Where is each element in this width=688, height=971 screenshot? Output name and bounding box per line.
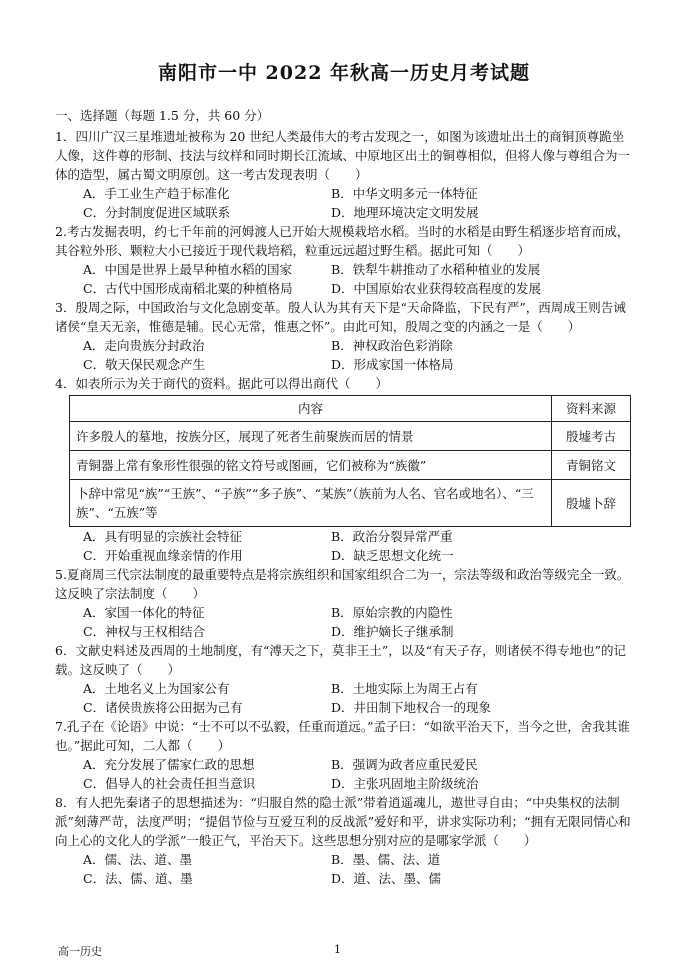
table-row: [70, 451, 631, 480]
option-a[interactable]: A．手工业生产趋于标准化: [83, 186, 230, 201]
source-table-wrap: [69, 395, 631, 527]
option-c[interactable]: C．神权与王权相结合: [83, 624, 206, 639]
question-stem: 8．有人把先秦诸子的思想描述为：“归服自然的隐士派”带着逍遥魂儿，遨世寻自由；“中央集权的法制派”刻薄严苛，法度严明；“提倡节俭与互爱互利的反战派”爱好和平，讲求实际功利；“拥有无限同情心和向上心的文化人的学派”一般正气，平治天下。这些思想分别对应的是哪家学派（ ）: [55, 795, 631, 848]
option-d[interactable]: D．中国原始农业获得较高程度的发展: [331, 281, 542, 296]
table-cell-content: 许多殷人的墓地，按族分区，展现了死者生前聚族而居的情景: [70, 422, 552, 451]
question-stem: 3．殷周之际，中国政治与文化急剧变革。殷人认为其有天下是“天命降监，下民有严”，西周成王则告诫诸侯“皇天无亲，惟德是辅。民心无常，惟惠之怀”。由此可知，殷周之变的内涵之一是（ ）: [55, 300, 626, 334]
option-c[interactable]: C．开始重视血缘亲情的作用: [83, 548, 243, 563]
option-d[interactable]: D．形成家国一体格局: [331, 357, 454, 372]
option-c[interactable]: C．敬天保民观念产生: [83, 357, 206, 372]
options: [55, 184, 635, 222]
option-a[interactable]: A．儒、法、道、墨: [83, 852, 193, 867]
question-stem: 2.考古发掘表明，约七千年前的河姆渡人已开始大规模栽培水稻。当时的水稻是由野生稻逐步培育而成，其谷粒外形、颗粒大小已接近于现代栽培稻，粒重远远超过野生稻。据此可知（ ）: [55, 224, 630, 258]
option-d[interactable]: D．道、法、墨、儒: [331, 871, 442, 886]
table-header-source: 资料来源: [552, 396, 631, 422]
option-a[interactable]: A．中国是世界上最早种植水稻的国家: [83, 262, 293, 277]
table-row: [70, 480, 631, 527]
exam-content: [55, 106, 635, 888]
table-header-content: 内容: [70, 396, 552, 422]
page-number: 1: [334, 943, 341, 956]
question-7: [55, 717, 635, 793]
table-cell-content: 卜辞中常见“族”“王族”、“子族”“多子族”、“某族”（族前为人名、官名或地名）、“三族”、“五族”等: [70, 480, 552, 527]
table-row: [70, 422, 631, 451]
options: [55, 850, 635, 888]
options: [55, 603, 635, 641]
option-b[interactable]: B．强调为政者应重民爱民: [331, 757, 478, 772]
options: [55, 527, 635, 565]
option-c[interactable]: C．倡导人的社会责任担当意识: [83, 776, 256, 791]
question-stem: 6．文献史料述及西周的土地制度，有“溥天之下，莫非王土”，以及“有天子存，则诸侯不得专地也”的记载。这反映了（ ）: [55, 643, 627, 677]
question-stem: 7.孔子在《论语》中说：“士不可以不弘毅，任重而道远。”孟子曰：“如欲平治天下，当今之世，舍我其谁也。”据此可知，二人都（ ）: [55, 719, 630, 753]
option-b[interactable]: B．中华文明多元一体特征: [331, 186, 478, 201]
option-b[interactable]: B．政治分裂异常严重: [331, 529, 453, 544]
options: [55, 755, 635, 793]
question-1: [55, 127, 635, 222]
table-cell-source: 青铜铭文: [552, 451, 631, 480]
question-8: [55, 793, 635, 888]
question-6: [55, 641, 635, 717]
options: [55, 679, 635, 717]
option-a[interactable]: A．土地名义上为国家公有: [83, 681, 230, 696]
table-cell-content: 青铜器上常有象形性很强的铭文符号或图画，它们被称为“族徽”: [70, 451, 552, 480]
table-cell-source: 殷墟卜辞: [552, 480, 631, 527]
question-3: [55, 298, 635, 374]
option-b[interactable]: B．铁犁牛耕推动了水稻种植业的发展: [331, 262, 541, 277]
question-4: [55, 374, 635, 565]
option-c[interactable]: C．诸侯贵族将公田据为己有: [83, 700, 243, 715]
question-5: [55, 565, 635, 641]
question-stem: 4．如表所示为关于商代的资料。据此可以得出商代（ ）: [55, 376, 388, 391]
option-c[interactable]: C．法、儒、道、墨: [83, 871, 193, 886]
question-stem: 5.夏商周三代宗法制度的最重要特点是将宗族组织和国家组织合二为一，宗法等级和政治等级完全一致。这反映了宗法制度（ ）: [55, 567, 630, 601]
table-cell-source: 殷墟考古: [552, 422, 631, 451]
option-b[interactable]: B．原始宗教的内隐性: [331, 605, 453, 620]
option-a[interactable]: A．充分发展了儒家仁政的思想: [83, 757, 255, 772]
option-b[interactable]: B．神权政治色彩消除: [331, 338, 453, 353]
source-table: [69, 395, 631, 527]
option-b[interactable]: B．墨、儒、法、道: [331, 852, 441, 867]
option-c[interactable]: C．古代中国形成南稻北粟的种植格局: [83, 281, 293, 296]
option-d[interactable]: D．维护嫡长子继承制: [331, 624, 454, 639]
option-c[interactable]: C．分封制度促进区域联系: [83, 205, 231, 220]
option-d[interactable]: D．主张巩固地主阶级统治: [331, 776, 479, 791]
option-a[interactable]: A．家国一体化的特征: [83, 605, 205, 620]
question-2: [55, 222, 635, 298]
question-stem: 1．四川广汉三星堆遗址被称为 20 世纪人类最伟大的考古发现之一，如图为该遗址出土的商铜顶尊跪坐人像，这件尊的形制、技法与纹样和同时期长江流域、中原地区出土的铜尊相似，但将人像与尊组合为一体的造型，属古蜀文明原创。这一考古发现表明（ ）: [55, 129, 631, 182]
option-d[interactable]: D．缺乏思想文化统一: [331, 548, 454, 563]
section-heading: 一、选择题（每题 1.5 分，共 60 分）: [55, 108, 270, 123]
exam-title: 南阳市一中 2022 年秋高一历史月考试题: [157, 62, 531, 84]
option-a[interactable]: A．走向贵族分封政治: [83, 338, 205, 353]
options: [55, 336, 635, 374]
footer-subject: 高一历史: [58, 945, 102, 958]
options: [55, 260, 635, 298]
option-b[interactable]: B．土地实际上为周王占有: [331, 681, 478, 696]
option-d[interactable]: D．井田制下地权合一的现象: [331, 700, 492, 715]
table-header-row: [70, 396, 631, 422]
option-d[interactable]: D．地理环境决定文明发展: [331, 205, 479, 220]
option-a[interactable]: A．具有明显的宗族社会特征: [83, 529, 243, 544]
